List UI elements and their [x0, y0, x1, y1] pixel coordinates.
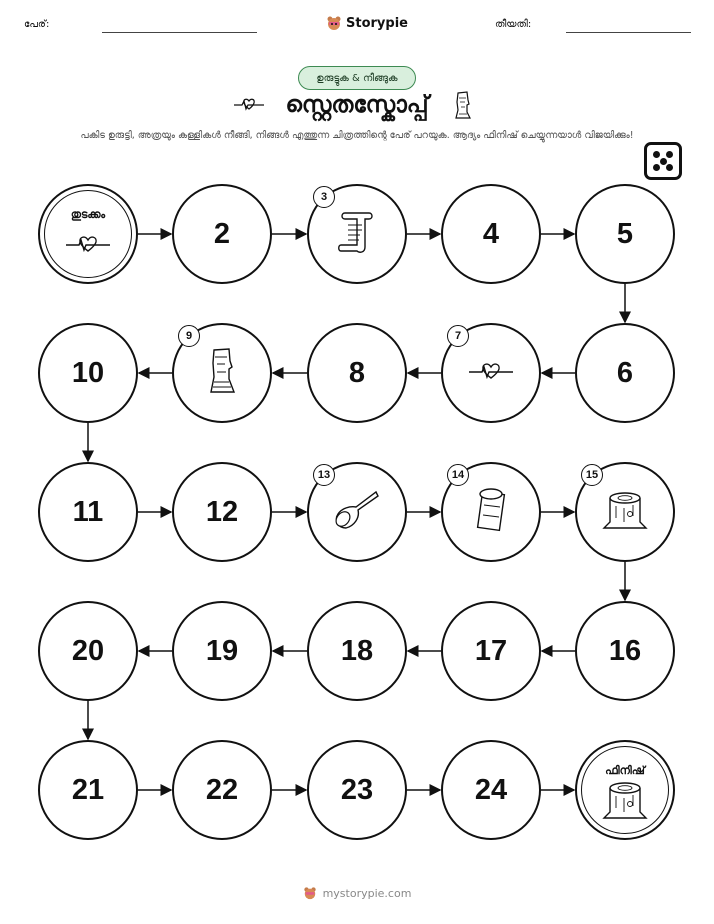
board-space[interactable]: [441, 323, 541, 423]
space-number: 10: [71, 356, 105, 389]
space-number-badge: 14: [447, 464, 469, 486]
space-number-badge: 15: [581, 464, 603, 486]
board-space[interactable]: [172, 601, 272, 701]
board-space[interactable]: [307, 184, 407, 284]
space-number-badge: 13: [313, 464, 335, 486]
board-space[interactable]: [575, 462, 675, 562]
board-space[interactable]: [307, 462, 407, 562]
board-space[interactable]: [307, 740, 407, 840]
moai-statue-icon: [205, 346, 239, 400]
storypie-mascot-icon: [303, 886, 317, 900]
space-number: 5: [616, 217, 634, 250]
board-space[interactable]: [172, 184, 272, 284]
board-space[interactable]: [441, 462, 541, 562]
finish-space[interactable]: [575, 740, 675, 840]
space-number-badge: 3: [313, 186, 335, 208]
board-space[interactable]: [38, 601, 138, 701]
ear-trumpet-icon: [332, 488, 382, 536]
heartbeat-icon: [469, 360, 513, 386]
board-space[interactable]: [307, 323, 407, 423]
space-number: 16: [608, 634, 642, 667]
tree-stump-icon: [600, 778, 650, 826]
page-title: സ്റ്റെതസ്കോപ്പ്: [285, 92, 429, 118]
space-number: 20: [71, 634, 105, 667]
scroll-icon: [335, 207, 379, 261]
space-number: 21: [71, 773, 105, 806]
board-space[interactable]: [172, 323, 272, 423]
space-number: 24: [474, 773, 508, 806]
space-number: 12: [205, 495, 239, 528]
space-number: 8: [348, 356, 366, 389]
space-number: 2: [213, 217, 231, 250]
board-space[interactable]: [441, 740, 541, 840]
space-number: 23: [340, 773, 374, 806]
board-space[interactable]: [441, 184, 541, 284]
board-space[interactable]: [441, 601, 541, 701]
board-space[interactable]: [575, 323, 675, 423]
brand-name: Storypie: [346, 15, 408, 31]
date-label: തീയതി:: [495, 19, 532, 30]
finish-label: ഫിനിഷ്: [605, 764, 645, 777]
board-space[interactable]: [172, 740, 272, 840]
space-number: 17: [474, 634, 508, 667]
board-space[interactable]: [575, 184, 675, 284]
board-space[interactable]: [307, 601, 407, 701]
space-number: 19: [205, 634, 239, 667]
name-label: പേര്:: [24, 19, 50, 30]
footer: [0, 886, 714, 900]
start-space[interactable]: [38, 184, 138, 284]
game-type-badge: ഉരുട്ടുക & നീങ്ങുക: [298, 66, 416, 90]
board-space[interactable]: [172, 462, 272, 562]
board-space[interactable]: [575, 601, 675, 701]
tree-stump-icon: [600, 488, 650, 536]
space-number: 22: [205, 773, 239, 806]
instructions: പകിട ഉരുട്ടി, അത്രയും കള്ളികൾ നീങ്ങി, നിങ്ങൾ എത്തുന്ന ചിത്രത്തിന്റെ പേര് പറയുക. ആദ്യം ഫിനിഷ് ചെയ്യുന്നയാൾ വിജയിക്കും!: [80, 130, 634, 141]
space-number: 4: [482, 217, 500, 250]
rolled-tube-icon: [474, 485, 508, 539]
start-label: തുടക്കം: [70, 208, 106, 221]
board-space[interactable]: [38, 462, 138, 562]
board-space[interactable]: [38, 740, 138, 840]
board-space[interactable]: [38, 323, 138, 423]
space-number: 11: [72, 495, 104, 528]
footer-site: mystorypie.com: [322, 886, 412, 900]
space-number: 6: [616, 356, 634, 389]
space-number-badge: 7: [447, 325, 469, 347]
space-number: 18: [340, 634, 374, 667]
space-number-badge: 9: [178, 325, 200, 347]
heartbeat-icon: [66, 233, 110, 259]
